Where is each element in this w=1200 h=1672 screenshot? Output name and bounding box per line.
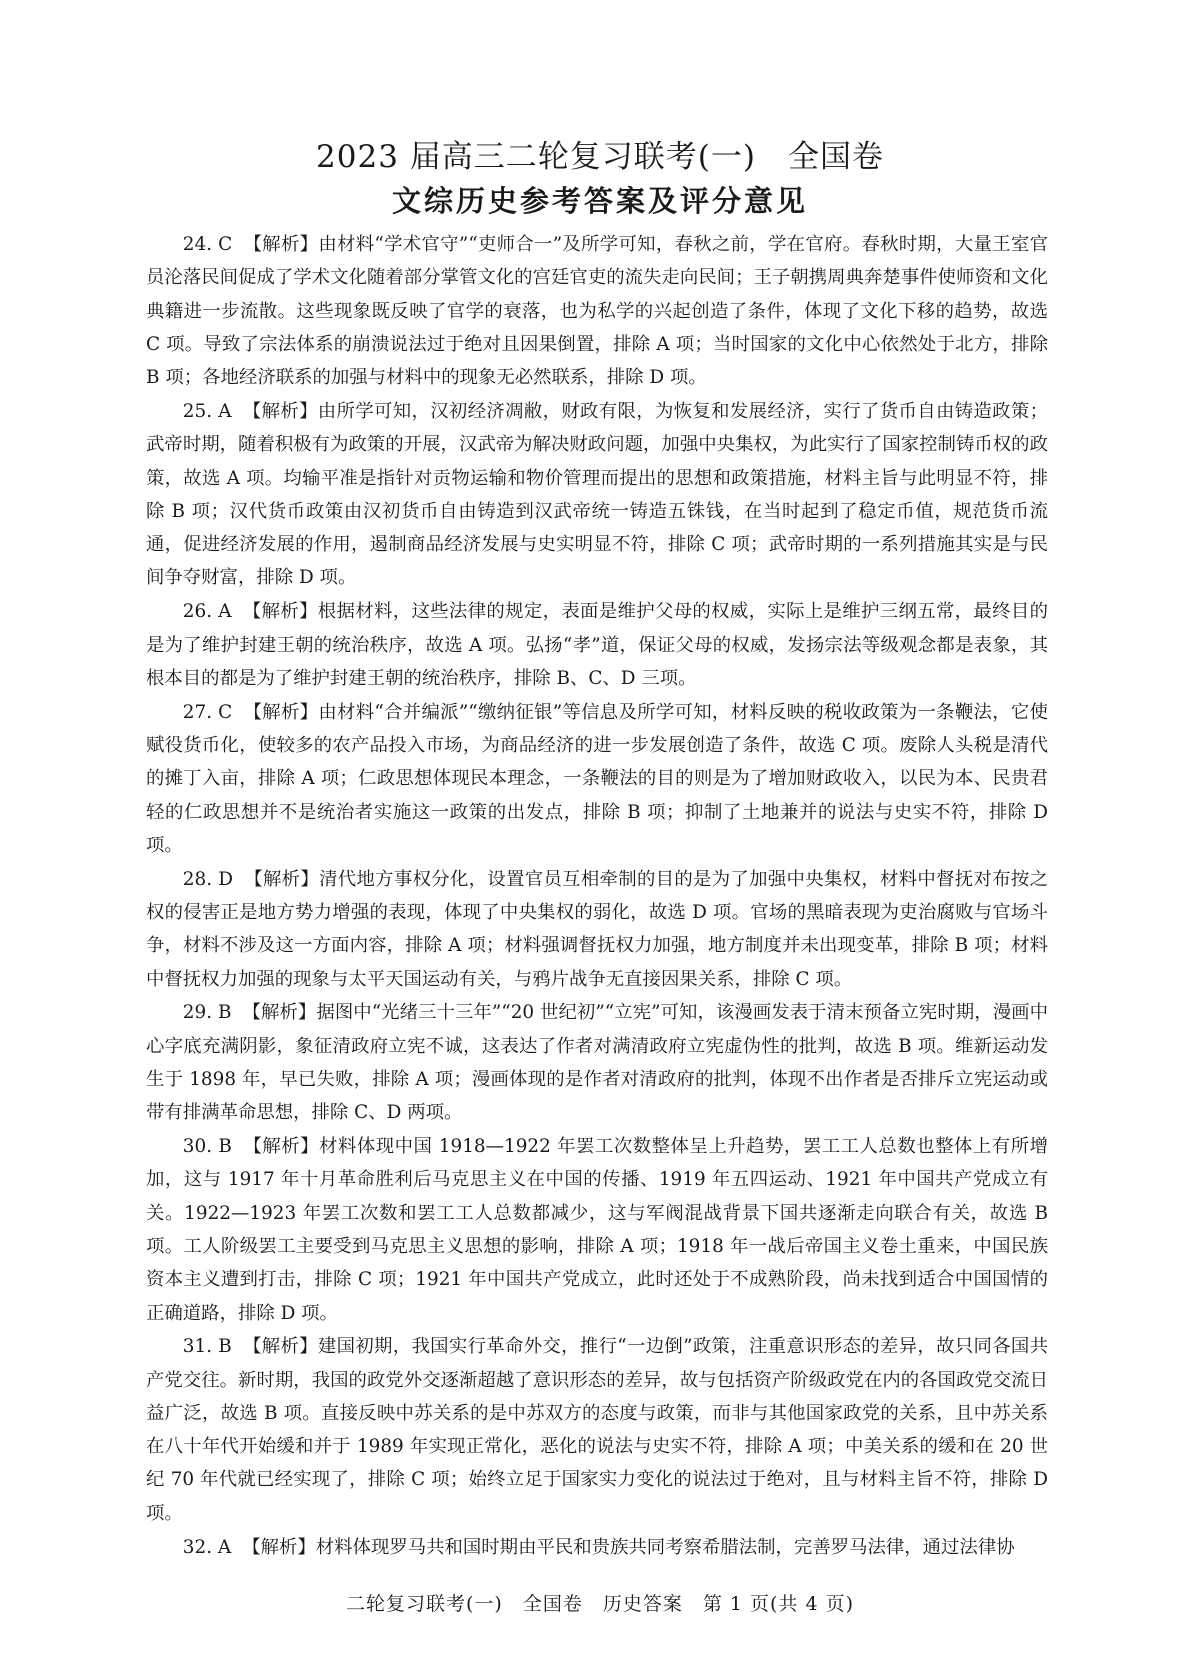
answer-explanation: 【解析】根据材料，这些法律的规定，表面是维护父母的权威，实际上是维护三纲五常，最终目的是为了维护封建王朝的统治秩序，故选 A 项。弘扬“孝”道，保证父母的权威，发扬宗法等级观念都是表象，其根本目的都是为了维护封建王朝的统治秩序，排除 B、C、D 三项。: [146, 601, 1048, 689]
answer-item-31: [146, 1330, 1048, 1530]
answer-item-29: [146, 996, 1048, 1129]
answer-item-32: [146, 1531, 1048, 1564]
answer-number: 32. A: [182, 1536, 232, 1558]
answer-explanation: 【解析】建国初期，我国实行革命外交，推行“一边倒”政策，注重意识形态的差异，故只同各国共产党交往。新时期，我国的政党外交逐渐超越了意识形态的差异，故与包括资产阶级政党在内的各国政党交流日益广泛，故选 B 项。直接反映中苏关系的是中苏双方的态度与政策，而非与其他国家政党的关系，且中苏关系在八十年代开始缓和并于 1989 年实现正常化，恶化的说法与史实不符，排除 A 项；中美关系的缓和在 20 世纪 70 年代就已经实现了，排除 C 项；始终立足于国家实力变化的说法过于绝对，且与材料主旨不符，排除 D 项。: [146, 1336, 1049, 1524]
exam-title: 2023 届高三二轮复习联考(一) 全国卷: [316, 139, 884, 175]
answer-number: 28. D: [182, 868, 233, 890]
answer-number: 31. B: [182, 1336, 232, 1358]
answer-number: 27. C: [182, 701, 233, 723]
answer-item-27: [146, 696, 1048, 862]
answer-number: 29. B: [182, 1002, 232, 1024]
answer-number: 25. A: [182, 400, 232, 422]
answer-item-26: [146, 595, 1048, 695]
answer-number: 24. C: [182, 234, 233, 255]
answer-explanation: 【解析】由材料“合并编派”“缴纳征银”等信息及所学可知，材料反映的税收政策为一条鞭法，它使赋役货币化，使较多的农产品投入市场，为商品经济的进一步发展创造了条件，故选 C 项。废除人头税是清代的摊丁入亩，排除 A 项；仁政思想体现民本理念，一条鞭法的目的则是为了增加财政收入，以民为本、民贵君轻的仁政思想并不是统治者实施这一政策的出发点，排除 B 项；抑制了土地兼并的说法与史实不符，排除 D 项。: [146, 701, 1048, 856]
answer-item-24: [146, 228, 1048, 394]
answer-explanation: 【解析】由材料“学术官守”“吏师合一”及所学可知，春秋之前，学在官府。春秋时期，大量王室官员沦落民间促成了学术文化随着部分掌管文化的宫廷官吏的流失走向民间；王子朝携周典奔楚事件使师资和文化典籍进一步流散。这些现象既反映了官学的衰落，也为私学的兴起创造了条件，体现了文化下移的趋势，故选 C 项。导致了宗法体系的崩溃说法过于绝对且因果倒置，排除 A 项；当时国家的文化中心依然处于北方，排除 B 项；各地经济联系的加强与材料中的现象无必然联系，排除 D 项。: [146, 234, 1048, 389]
page-footer: 二轮复习联考(一) 全国卷 历史答案 第 1 页(共 4 页): [346, 1593, 854, 1615]
answer-number: 30. B: [182, 1136, 232, 1158]
answer-number: 26. A: [182, 601, 232, 623]
answer-explanation: 【解析】由所学可知，汉初经济凋敝，财政有限，为恢复和发展经济，实行了货币自由铸造政策；武帝时期，随着积极有为政策的开展，汉武帝为解决财政问题，加强中央集权，为此实行了国家控制铸币权的政策，故选 A 项。均输平准是指针对贡物运输和物价管理而提出的思想和政策措施，材料主旨与此明显不符，排除 B 项；汉代货币政策由汉初货币自由铸造到汉武帝统一铸造五铢钱，在当时起到了稳定币值，规范货币流通，促进经济发展的作用，遏制商品经济发展与史实明显不符，排除 C 项；武帝时期的一系列措施其实是与民间争夺财富，排除 D 项。: [146, 400, 1048, 589]
answer-explanation: 【解析】材料体现罗马共和国时期由平民和贵族共同考察希腊法制，完善罗马法律，通过法律协: [242, 1536, 1015, 1558]
answer-item-30: [146, 1130, 1048, 1330]
answer-item-28: [146, 863, 1048, 996]
answer-list: [146, 228, 1048, 1564]
answer-explanation: 【解析】据图中“光绪三十三年”“20 世纪初”“立宪”可知，该漫画发表于清末预备立宪时期，漫画中心字底充满阴影，象征清政府立宪不诚，这表达了作者对满清政府立宪虚伪性的批判，故选 B 项。维新运动发生于 1898 年，早已失败，排除 A 项；漫画体现的是作者对清政府的批判，体现不出作者是否排斥立宪运动或带有排满革命思想，排除 C、D 两项。: [146, 1002, 1048, 1124]
answer-item-25: [146, 395, 1048, 595]
answer-explanation: 【解析】材料体现中国 1918—1922 年罢工次数整体呈上升趋势，罢工工人总数也整体上有所增加，这与 1917 年十月革命胜利后马克思主义在中国的传播、1919 年五四运动、1921 年中国共产党成立有关。1922—1923 年罢工次数和罢工工人总数都减少，这与军阀混战背景下国共逐渐走向联合有关，故选 B 项。工人阶级罢工主要受到马克思主义思想的影响，排除 A 项；1918 年一战后帝国主义卷土重来，中国民族资本主义遭到打击，排除 C 项；1921 年中国共产党成立，此时还处于不成熟阶段，尚未找到适合中国国情的正确道路，排除 D 项。: [146, 1136, 1048, 1324]
answer-explanation: 【解析】清代地方事权分化，设置官员互相牵制的目的是为了加强中央集权，材料中督抚对布按之权的侵害正是地方势力增强的表现，体现了中央集权的弱化，故选 D 项。官场的黑暗表现为吏治腐败与官场斗争，材料不涉及这一方面内容，排除 A 项；材料强调督抚权力加强，地方制度并未出现变革，排除 B 项；材料中督抚权力加强的现象与太平天国运动有关，与鸦片战争无直接因果关系，排除 C 项。: [146, 868, 1048, 990]
answer-subtitle: 文综历史参考答案及评分意见: [391, 184, 808, 218]
